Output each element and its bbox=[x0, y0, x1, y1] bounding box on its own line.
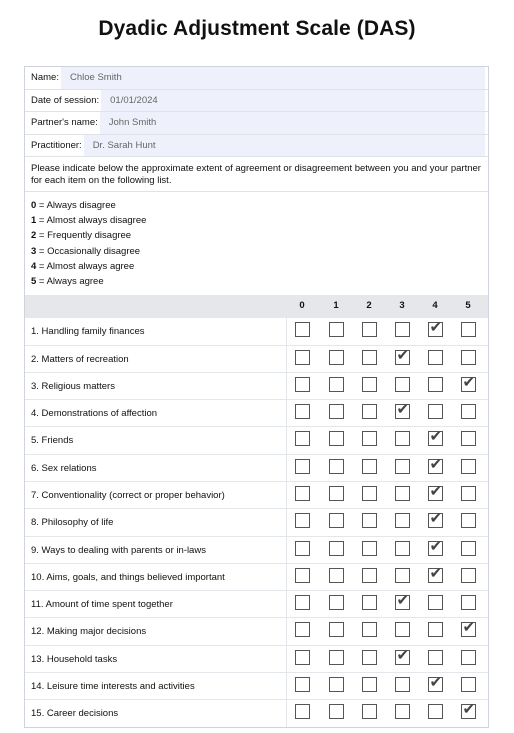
column-header-0: 0 bbox=[299, 300, 305, 312]
rating-checkbox-5[interactable] bbox=[461, 404, 476, 419]
rating-checkbox-2[interactable] bbox=[362, 622, 377, 637]
rating-checkbox-4[interactable] bbox=[428, 536, 443, 556]
scale-number: 2 bbox=[31, 230, 37, 242]
rating-checkbox-3[interactable] bbox=[395, 677, 410, 692]
rating-checkbox-3[interactable] bbox=[395, 704, 410, 719]
scale-entry bbox=[31, 228, 482, 243]
scale-number: 4 bbox=[31, 260, 37, 272]
das-form bbox=[24, 66, 489, 728]
rating-checkbox-1[interactable] bbox=[329, 677, 344, 692]
rating-checkbox-4[interactable] bbox=[428, 482, 443, 501]
item-label: 12. Making major decisions bbox=[31, 626, 147, 638]
info-field bbox=[25, 67, 488, 90]
scale-entry bbox=[31, 244, 482, 259]
column-header-4: 4 bbox=[432, 300, 438, 312]
info-field-input[interactable] bbox=[101, 90, 485, 112]
rating-checkbox-2[interactable] bbox=[362, 568, 377, 583]
checkmark-icon: ✔ bbox=[396, 400, 410, 419]
row-divider bbox=[286, 618, 287, 644]
item-label: 10. Aims, goals, and things believed important bbox=[31, 571, 225, 583]
session-info bbox=[25, 67, 488, 157]
row-divider bbox=[286, 373, 287, 399]
instructions-text: Please indicate below the approximate extent of agreement or disagreement between you and your partner for each item on the following list. bbox=[25, 157, 488, 192]
item-label: 15. Career decisions bbox=[31, 708, 119, 720]
row-divider bbox=[286, 455, 287, 481]
rating-checkbox-3[interactable] bbox=[395, 322, 410, 337]
item-row bbox=[25, 536, 488, 563]
checkmark-icon: ✔ bbox=[462, 618, 476, 637]
info-field bbox=[25, 90, 488, 113]
checkmark-icon: ✔ bbox=[396, 591, 410, 610]
checkmark-icon: ✔ bbox=[429, 482, 443, 500]
item-label: 11. Amount of time spent together bbox=[31, 599, 173, 611]
rating-checkbox-2[interactable] bbox=[362, 404, 377, 419]
item-row bbox=[25, 372, 488, 399]
rating-checkbox-1[interactable] bbox=[329, 513, 344, 528]
rating-checkbox-4[interactable] bbox=[428, 622, 443, 637]
checkmark-icon: ✔ bbox=[429, 318, 443, 337]
info-field-value: Dr. Sarah Hunt bbox=[92, 139, 156, 151]
column-header-1: 1 bbox=[333, 300, 339, 312]
row-divider bbox=[286, 509, 287, 535]
rating-checkbox-2[interactable] bbox=[362, 595, 377, 610]
item-row bbox=[25, 399, 488, 426]
rating-checkbox-4[interactable] bbox=[428, 509, 443, 528]
rating-checkbox-5[interactable] bbox=[461, 350, 476, 365]
rating-checkbox-0[interactable] bbox=[295, 431, 310, 446]
scale-description: = Always disagree bbox=[36, 200, 116, 211]
rating-checkbox-2[interactable] bbox=[362, 650, 377, 665]
rating-checkbox-3[interactable] bbox=[395, 513, 410, 528]
item-label: 3. Religious matters bbox=[31, 380, 115, 392]
rating-checkbox-0[interactable] bbox=[295, 541, 310, 556]
rating-checkbox-0[interactable] bbox=[295, 513, 310, 528]
rating-checkbox-1[interactable] bbox=[329, 704, 344, 719]
info-field-input[interactable] bbox=[100, 112, 485, 134]
rating-checkbox-4[interactable] bbox=[428, 318, 443, 337]
rating-checkbox-5[interactable] bbox=[461, 618, 476, 637]
item-row bbox=[25, 317, 488, 344]
scale-number: 0 bbox=[31, 200, 37, 211]
info-field-value: Chloe Smith bbox=[69, 72, 122, 84]
rating-checkbox-5[interactable] bbox=[461, 513, 476, 528]
rating-checkbox-3[interactable] bbox=[395, 622, 410, 637]
checkmark-icon: ✔ bbox=[429, 673, 443, 692]
item-label: 14. Leisure time interests and activities bbox=[31, 681, 195, 693]
checkmark-icon: ✔ bbox=[462, 700, 476, 719]
column-header-3: 3 bbox=[399, 300, 405, 312]
item-label: 7. Conventionality (correct or proper behavior) bbox=[31, 490, 225, 501]
rating-checkbox-0[interactable] bbox=[295, 322, 310, 337]
rating-checkbox-3[interactable] bbox=[395, 486, 410, 501]
scale-entry bbox=[31, 198, 482, 213]
rating-checkbox-5[interactable] bbox=[461, 595, 476, 610]
rating-checkbox-0[interactable] bbox=[295, 704, 310, 719]
checkmark-icon: ✔ bbox=[396, 645, 410, 664]
rating-checkbox-4[interactable] bbox=[428, 427, 443, 446]
rating-checkbox-3[interactable] bbox=[395, 459, 410, 474]
item-row bbox=[25, 672, 488, 699]
rating-checkbox-2[interactable] bbox=[362, 486, 377, 501]
rating-checkbox-0[interactable] bbox=[295, 622, 310, 637]
rating-checkbox-0[interactable] bbox=[295, 350, 310, 365]
rating-checkbox-3[interactable] bbox=[395, 591, 410, 610]
rating-checkbox-5[interactable] bbox=[461, 431, 476, 446]
rating-checkbox-2[interactable] bbox=[362, 677, 377, 692]
rating-checkbox-4[interactable] bbox=[428, 350, 443, 365]
rating-checkbox-5[interactable] bbox=[461, 677, 476, 692]
rating-checkbox-3[interactable] bbox=[395, 345, 410, 365]
rating-checkbox-2[interactable] bbox=[362, 377, 377, 392]
info-field-input[interactable] bbox=[84, 135, 485, 157]
rating-checkbox-0[interactable] bbox=[295, 568, 310, 583]
rating-checkbox-2[interactable] bbox=[362, 513, 377, 528]
rating-checkbox-0[interactable] bbox=[295, 377, 310, 392]
item-label: 4. Demonstrations of affection bbox=[31, 408, 158, 420]
rating-checkbox-2[interactable] bbox=[362, 459, 377, 474]
item-row bbox=[25, 426, 488, 453]
checkmark-icon: ✔ bbox=[462, 372, 476, 391]
item-label: 13. Household tasks bbox=[31, 653, 118, 665]
info-field-value: 01/01/2024 bbox=[110, 94, 158, 106]
rating-checkbox-0[interactable] bbox=[295, 595, 310, 610]
rating-checkbox-0[interactable] bbox=[295, 459, 310, 474]
rating-checkbox-5[interactable] bbox=[461, 650, 476, 665]
info-field-label: Partner's name: bbox=[31, 117, 98, 129]
rating-checkbox-3[interactable] bbox=[395, 645, 410, 665]
rating-checkbox-5[interactable] bbox=[461, 372, 476, 392]
rating-checkbox-0[interactable] bbox=[295, 677, 310, 692]
checkmark-icon: ✔ bbox=[429, 454, 443, 473]
rating-checkbox-0[interactable] bbox=[295, 650, 310, 665]
item-label: 8. Philosophy of life bbox=[31, 517, 114, 529]
scale-description: = Frequently disagree bbox=[36, 230, 132, 242]
row-divider bbox=[286, 591, 287, 617]
page-title: Dyadic Adjustment Scale (DAS) bbox=[98, 17, 416, 40]
item-row bbox=[25, 645, 488, 672]
info-field-label: Date of session: bbox=[31, 94, 100, 106]
scale-number: 1 bbox=[31, 215, 37, 227]
column-header-2: 2 bbox=[366, 300, 372, 312]
rating-checkbox-1[interactable] bbox=[329, 459, 344, 474]
rating-checkbox-1[interactable] bbox=[329, 322, 344, 337]
rating-checkbox-1[interactable] bbox=[329, 622, 344, 637]
rating-checkbox-5[interactable] bbox=[461, 541, 476, 556]
checkmark-icon: ✔ bbox=[429, 509, 443, 528]
rating-checkbox-0[interactable] bbox=[295, 404, 310, 419]
scale-description: = Almost always disagree bbox=[36, 215, 147, 227]
column-header-5: 5 bbox=[465, 300, 471, 312]
scale-entry bbox=[31, 259, 482, 274]
item-row bbox=[25, 345, 488, 372]
rating-checkbox-4[interactable] bbox=[428, 704, 443, 719]
rating-checkbox-4[interactable] bbox=[428, 563, 443, 583]
rating-checkbox-4[interactable] bbox=[428, 454, 443, 474]
info-field-label: Name: bbox=[31, 72, 59, 84]
item-row bbox=[25, 454, 488, 481]
rating-checkbox-4[interactable] bbox=[428, 650, 443, 665]
item-row bbox=[25, 481, 488, 508]
item-label: 9. Ways to dealing with parents or in-laws bbox=[31, 544, 206, 556]
rating-checkbox-2[interactable] bbox=[362, 431, 377, 446]
item-row bbox=[25, 508, 488, 535]
item-label: 2. Matters of recreation bbox=[31, 353, 129, 365]
rating-checkbox-3[interactable] bbox=[395, 431, 410, 446]
row-divider bbox=[286, 564, 287, 590]
item-label: 5. Friends bbox=[31, 435, 74, 447]
row-divider bbox=[286, 346, 287, 372]
rating-checkbox-4[interactable] bbox=[428, 377, 443, 392]
rating-checkbox-3[interactable] bbox=[395, 377, 410, 392]
rating-scale-legend bbox=[25, 192, 488, 295]
rating-checkbox-5[interactable] bbox=[461, 700, 476, 719]
rating-checkbox-2[interactable] bbox=[362, 541, 377, 556]
rating-checkbox-2[interactable] bbox=[362, 350, 377, 365]
rating-checkbox-3[interactable] bbox=[395, 541, 410, 556]
row-divider bbox=[286, 646, 287, 672]
scale-entry bbox=[31, 213, 482, 228]
rating-checkbox-1[interactable] bbox=[329, 377, 344, 392]
row-divider bbox=[286, 427, 287, 453]
rating-column-header bbox=[25, 295, 488, 317]
rating-checkbox-5[interactable] bbox=[461, 322, 476, 337]
row-divider bbox=[286, 673, 287, 699]
rating-checkbox-1[interactable] bbox=[329, 650, 344, 665]
rating-checkbox-4[interactable] bbox=[428, 404, 443, 419]
rating-checkbox-1[interactable] bbox=[329, 568, 344, 583]
info-field-input[interactable] bbox=[61, 67, 485, 89]
info-field bbox=[25, 112, 488, 135]
checkmark-icon: ✔ bbox=[429, 563, 443, 582]
rating-checkbox-5[interactable] bbox=[461, 486, 476, 501]
row-divider bbox=[286, 400, 287, 426]
info-field-label: Practitioner: bbox=[31, 139, 82, 151]
rating-checkbox-1[interactable] bbox=[329, 404, 344, 419]
rating-checkbox-2[interactable] bbox=[362, 322, 377, 337]
checkmark-icon: ✔ bbox=[429, 536, 443, 555]
row-divider bbox=[286, 482, 287, 508]
rating-checkbox-5[interactable] bbox=[461, 568, 476, 583]
rating-checkbox-3[interactable] bbox=[395, 568, 410, 583]
scale-number: 5 bbox=[31, 276, 37, 288]
info-field bbox=[25, 135, 488, 158]
rating-checkbox-1[interactable] bbox=[329, 541, 344, 556]
rating-checkbox-1[interactable] bbox=[329, 350, 344, 365]
row-divider bbox=[286, 700, 287, 726]
scale-number: 3 bbox=[31, 245, 37, 257]
item-row bbox=[25, 699, 488, 726]
rating-checkbox-2[interactable] bbox=[362, 704, 377, 719]
item-row bbox=[25, 563, 488, 590]
item-row bbox=[25, 617, 488, 644]
item-list bbox=[25, 317, 488, 726]
row-divider bbox=[286, 537, 287, 563]
checkmark-icon: ✔ bbox=[396, 345, 410, 364]
rating-checkbox-4[interactable] bbox=[428, 673, 443, 692]
item-row bbox=[25, 590, 488, 617]
rating-checkbox-3[interactable] bbox=[395, 400, 410, 419]
row-divider bbox=[286, 318, 287, 344]
rating-checkbox-0[interactable] bbox=[295, 486, 310, 501]
info-field-value: John Smith bbox=[108, 117, 157, 129]
scale-description: = Occasionally disagree bbox=[36, 245, 141, 257]
rating-checkbox-5[interactable] bbox=[461, 459, 476, 474]
item-label: 6. Sex relations bbox=[31, 462, 97, 474]
rating-checkbox-1[interactable] bbox=[329, 595, 344, 610]
rating-checkbox-1[interactable] bbox=[329, 431, 344, 446]
checkmark-icon: ✔ bbox=[429, 427, 443, 446]
scale-description: = Almost always agree bbox=[36, 260, 135, 272]
scale-entry bbox=[31, 274, 482, 289]
rating-checkbox-1[interactable] bbox=[329, 486, 344, 501]
scale-description: = Always agree bbox=[36, 276, 104, 288]
rating-checkbox-4[interactable] bbox=[428, 595, 443, 610]
item-label: 1. Handling family finances bbox=[31, 326, 145, 338]
